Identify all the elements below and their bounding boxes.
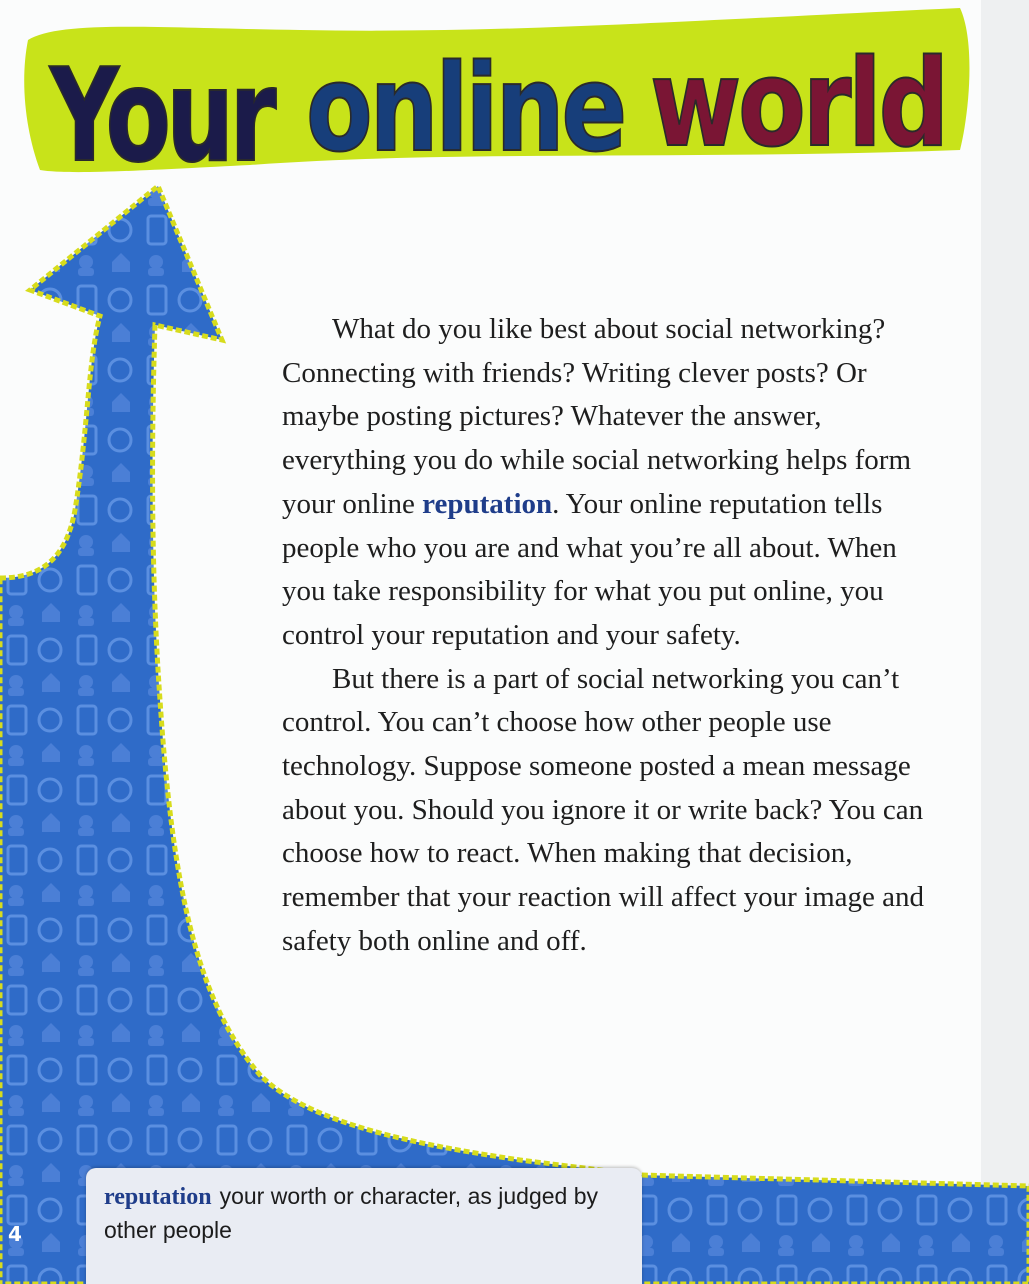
page-title [0, 0, 1029, 200]
glossary-term: reputation [104, 1184, 212, 1210]
glossary-box [86, 1168, 642, 1284]
title-word-your: Your [48, 42, 277, 191]
glossary-term-reputation: reputation [422, 487, 553, 520]
title-word-online: online [306, 40, 624, 179]
paragraph-1-continued: . Your online reputation tells people who you are and what you’re all about. When you take responsibility for what you put online, you control your reputation and your safety. [282, 487, 897, 651]
paragraph-1 [282, 308, 942, 658]
title-word-world: world [650, 35, 946, 174]
paragraph-2: But there is a part of social networking you can’t control. You can’t choose how other people use technology. Suppose someone posted a mean message about you. Should you ignore it or write back? You can choose how to react. When making that decision, remember that your reaction will affect your image and safety both online and off. [282, 662, 925, 957]
body-text [282, 308, 942, 964]
glossary-definition: your worth or character, as judged by other people [104, 1183, 598, 1243]
page-number: 4 [8, 1222, 22, 1246]
paragraph-1-text: What do you like best about social networking? Connecting with friends? Writing clever posts? Or maybe posting pictures? Whatever the answer, everything you do while social networking helps form your online [282, 313, 912, 520]
glossary-entry [104, 1180, 624, 1247]
